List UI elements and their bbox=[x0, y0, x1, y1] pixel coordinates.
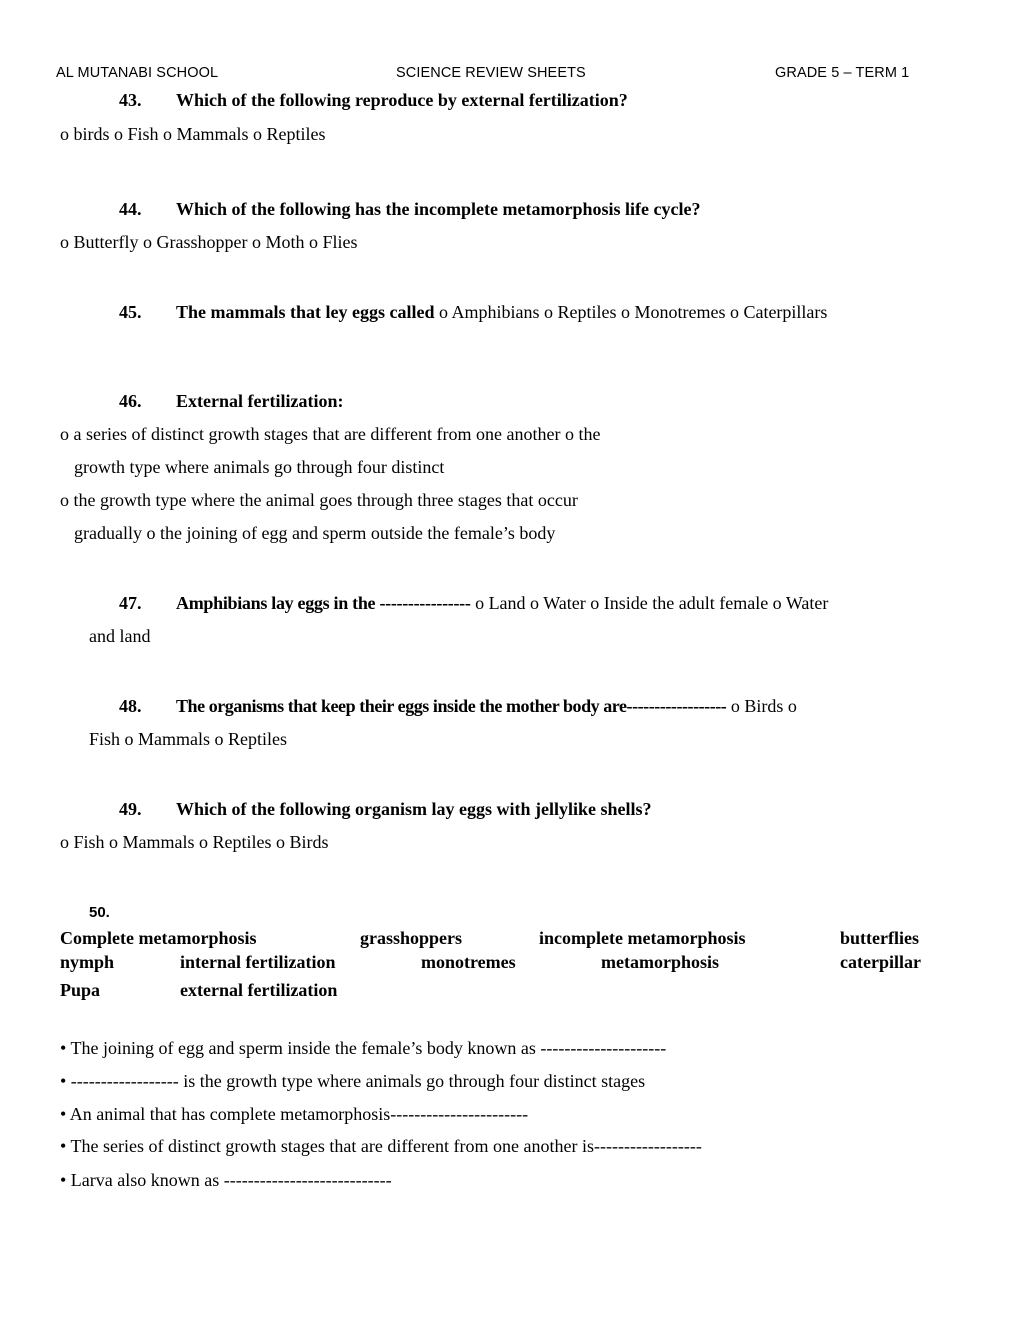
word-bank-term: grasshoppers bbox=[360, 928, 463, 948]
q47-options: o Land o Water o Inside the adult female o Water bbox=[475, 593, 829, 613]
q47-options-cont: and land bbox=[89, 626, 151, 646]
q50-statement: • The series of distinct growth stages that are different from one another is------------------ bbox=[60, 1136, 702, 1156]
q48-line bbox=[176, 695, 797, 717]
q44-question: Which of the following has the incomplete metamorphosis life cycle? bbox=[176, 199, 701, 219]
q47-question: Amphibians lay eggs in the ---------------- bbox=[176, 593, 471, 613]
q49-question: Which of the following organism lay eggs with jellylike shells? bbox=[176, 799, 652, 819]
q44-options: o Butterfly o Grasshopper o Moth o Flies bbox=[60, 232, 358, 252]
q45-options: o Amphibians o Reptiles o Monotremes o Caterpillars bbox=[438, 302, 828, 322]
q45-number: 45. bbox=[119, 302, 142, 322]
word-bank-term: caterpillar bbox=[840, 952, 921, 972]
word-bank-term: external fertilization bbox=[180, 980, 338, 1000]
q43-number: 43. bbox=[119, 90, 142, 110]
q43-question: Which of the following reproduce by external fertilization? bbox=[176, 90, 628, 110]
q48-options: o Birds o bbox=[730, 696, 797, 716]
word-bank-term: Complete metamorphosis bbox=[60, 928, 257, 948]
q46-option-line: gradually o the joining of egg and sperm outside the female’s body bbox=[74, 523, 556, 543]
q50-statement: • ------------------ is the growth type where animals go through four distinct stages bbox=[60, 1071, 646, 1091]
q43-options: o birds o Fish o Mammals o Reptiles bbox=[60, 124, 326, 144]
q48-options-cont: Fish o Mammals o Reptiles bbox=[89, 729, 287, 749]
header-grade: GRADE 5 – TERM 1 bbox=[775, 65, 910, 81]
header-school: AL MUTANABI SCHOOL bbox=[56, 65, 219, 81]
q46-option-line: o a series of distinct growth stages that are different from one another o the bbox=[60, 424, 601, 444]
word-bank-term: butterflies bbox=[840, 928, 919, 948]
q46-question: External fertilization: bbox=[176, 391, 344, 411]
q49-number: 49. bbox=[119, 799, 142, 819]
q49-options: o Fish o Mammals o Reptiles o Birds bbox=[60, 832, 329, 852]
word-bank-term: monotremes bbox=[421, 952, 516, 972]
q48-number: 48. bbox=[119, 696, 142, 716]
q50-statement: • Larva also known as ---------------------------- bbox=[60, 1170, 392, 1190]
q46-option-line: o the growth type where the animal goes through three stages that occur bbox=[60, 490, 578, 510]
word-bank-term: incomplete metamorphosis bbox=[539, 928, 746, 948]
q46-option-line: growth type where animals go through four distinct bbox=[74, 457, 445, 477]
word-bank-term: metamorphosis bbox=[601, 952, 719, 972]
q45-question: The mammals that ley eggs called bbox=[176, 302, 435, 322]
word-bank-term: Pupa bbox=[60, 980, 101, 1000]
q50-statement: • The joining of egg and sperm inside the female’s body known as --------------------- bbox=[60, 1038, 667, 1058]
q48-question: The organisms that keep their eggs inside the mother body are------------------ bbox=[176, 696, 727, 716]
q47-line bbox=[176, 592, 828, 614]
q50-number: 50. bbox=[89, 904, 110, 921]
header-title: SCIENCE REVIEW SHEETS bbox=[396, 65, 586, 81]
q46-number: 46. bbox=[119, 391, 142, 411]
word-bank-term: internal fertilization bbox=[180, 952, 336, 972]
q45-line bbox=[176, 301, 827, 323]
q44-number: 44. bbox=[119, 199, 142, 219]
q50-statement: • An animal that has complete metamorphosis----------------------- bbox=[60, 1104, 529, 1124]
word-bank-term: nymph bbox=[60, 952, 115, 972]
q47-number: 47. bbox=[119, 593, 142, 613]
